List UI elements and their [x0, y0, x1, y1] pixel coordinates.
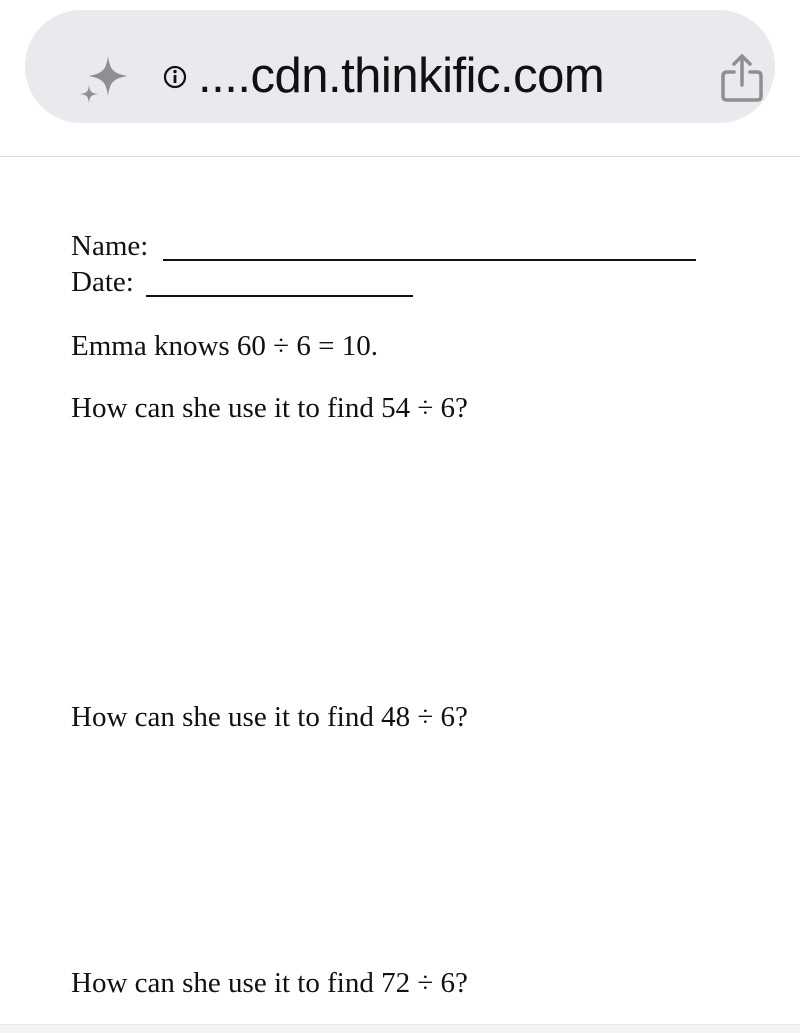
date-label: Date: — [71, 266, 134, 298]
question-2: How can she use it to find 48 ÷ 6? — [71, 701, 468, 733]
name-label: Name: — [71, 230, 149, 262]
date-blank-line — [146, 295, 413, 297]
info-icon[interactable] — [163, 65, 187, 89]
browser-header — [0, 0, 800, 157]
question-1: How can she use it to find 54 ÷ 6? — [71, 392, 468, 424]
bottom-toolbar-edge — [0, 1024, 800, 1033]
intro-text: Emma knows 60 ÷ 6 = 10. — [71, 330, 378, 362]
name-blank-line — [163, 259, 696, 261]
share-icon[interactable] — [717, 52, 767, 106]
question-3: How can she use it to find 72 ÷ 6? — [71, 967, 468, 999]
sparkle-icon[interactable] — [77, 52, 133, 108]
url-text[interactable]: ....cdn.thinkific.com — [198, 49, 605, 103]
address-bar[interactable] — [25, 10, 775, 123]
